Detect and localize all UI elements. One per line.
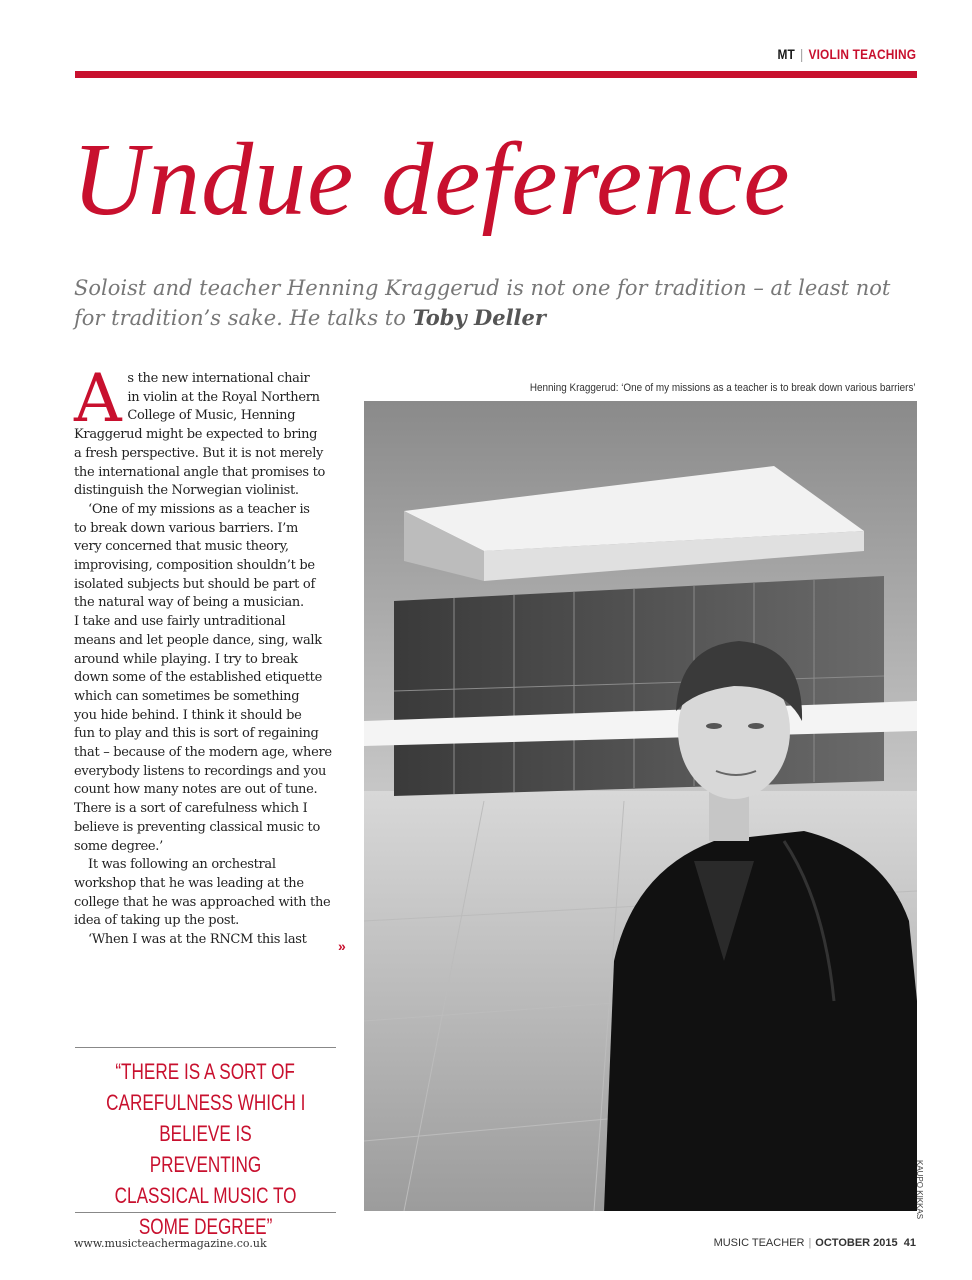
portrait-photo — [364, 401, 917, 1211]
page-number: 41 — [903, 1237, 916, 1249]
section-header — [777, 46, 916, 62]
paragraph-3: It was following an orchestral workshop that he was leading at the college that he was approached with the idea of taking up the post. — [74, 857, 331, 929]
photo-illustration — [364, 401, 917, 1211]
magazine-name: MUSIC TEACHER — [713, 1237, 805, 1249]
standfirst — [74, 274, 894, 333]
pull-quote — [75, 1056, 336, 1242]
drop-cap: A — [74, 360, 122, 437]
magazine-initials: MT — [777, 46, 795, 62]
continue-arrow-icon: » — [338, 938, 346, 954]
website-url: www.musicteachermagazine.co.uk — [74, 1237, 267, 1250]
header-separator: | — [799, 46, 804, 62]
standfirst-text: Soloist and teacher Henning Kraggerud is not one for tradition – at least not for tradition’s sake. He talks to — [74, 276, 891, 330]
pull-quote-line: CLASSICAL MUSIC TO — [114, 1183, 297, 1208]
folio-separator: | — [808, 1237, 812, 1249]
photo-credit: KAUPO KIKKAS — [915, 1160, 924, 1220]
pull-quote-line: CAREFULNESS WHICH I — [105, 1090, 306, 1115]
section-label: VIOLIN TEACHING — [808, 46, 916, 62]
paragraph-1: s the new international chair in violin at the Royal Northern College of Music, Henning Kraggerud might be expected to bring a fresh perspective. But it is not merely the international angle that promises to distinguish the Norwegian violinist. — [74, 371, 326, 499]
header-rule — [75, 71, 917, 78]
body-column — [74, 360, 336, 950]
pullquote-top-rule — [75, 1047, 336, 1048]
article-headline: Undue deference — [72, 122, 791, 237]
paragraph-4: ‘When I was at the RNCM this last — [88, 932, 307, 948]
pull-quote-line: SOME DEGREE” — [138, 1214, 273, 1239]
byline: Toby Deller — [412, 305, 546, 330]
pullquote-bottom-rule — [75, 1212, 336, 1213]
paragraph-2: ‘One of my missions as a teacher is to break down various barriers. I’m very concerned that music theory, improvising, composition shouldn’t be isolated subjects but should be part of the natural way of being a musician. I take and use fairly untraditional means and let people dance, sing, walk around while playing. I try to break down some of the established etiquette which can sometimes be something you hide behind. I think it should be fun to play and this is sort of regaining that – because of the modern age, where everybody listens to recordings and you count how many notes are out of tune. There is a sort of carefulness which I believe is preventing classical music to some degree.’ — [74, 501, 332, 854]
pull-quote-line: “THERE IS A SORT OF — [115, 1059, 296, 1084]
folio — [714, 1237, 916, 1249]
issue-date: OCTOBER 2015 — [815, 1237, 898, 1249]
pull-quote-line: BELIEVE IS PREVENTING — [149, 1121, 262, 1177]
photo-caption: Henning Kraggerud: ‘One of my missions as a teacher is to break down various barriers’ — [530, 382, 916, 394]
